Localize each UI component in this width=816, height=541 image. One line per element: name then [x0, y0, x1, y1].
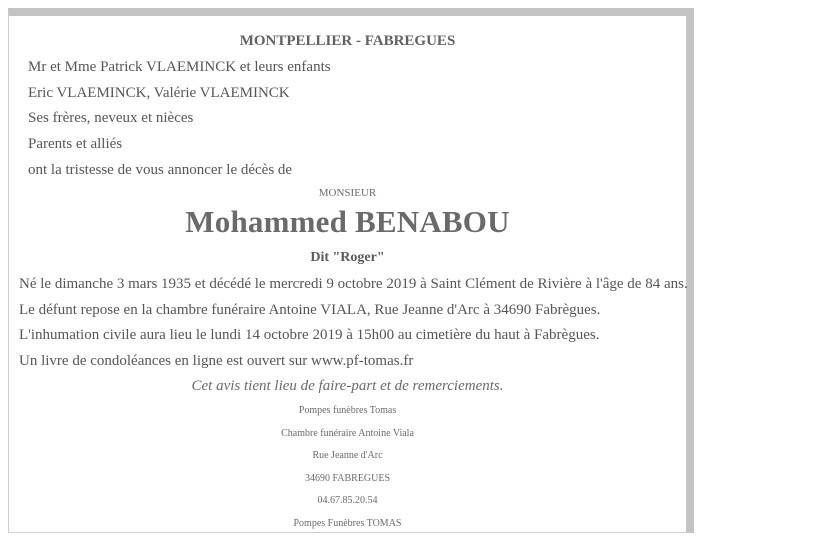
funeral-street: Rue Jeanne d'Arc	[312, 450, 383, 461]
family-line: Parents et alliés	[28, 136, 123, 152]
funeral-city: 34690 FABREGUES	[304, 473, 391, 484]
funeral-home-signature: Pompes Funèbres TOMAS	[293, 518, 402, 529]
obituary-notice	[8, 8, 694, 533]
burial-details: L'inhumation civile aura lieu le lundi 14 octobre 2019 à 15h00 au cimetière du haut à Fabrègues.	[19, 327, 600, 343]
rest-location-details: Le défunt repose en la chambre funéraire Antoine VIALA, Rue Jeanne d'Arc à 34690 Fabrègues.	[19, 302, 601, 318]
location-heading: MONTPELLIER - FABREGUES	[239, 33, 456, 49]
family-line: Ses frères, neveux et nièces	[28, 110, 194, 126]
deceased-title: MONSIEUR	[318, 187, 377, 199]
announcement-line: ont la tristesse de vous annoncer le décès de	[28, 162, 293, 178]
funeral-home-name: Pompes funèbres Tomas	[298, 405, 397, 416]
funeral-phone: 04.67.85.20.54	[317, 495, 378, 506]
family-line: Eric VLAEMINCK, Valérie VLAEMINCK	[28, 85, 290, 101]
deceased-nickname: Dit "Roger"	[310, 250, 385, 265]
birth-death-details: Né le dimanche 3 mars 1935 et décédé le mercredi 9 octobre 2019 à Saint Clément de Rivière à l'âge de 84 ans.	[19, 276, 688, 292]
condolence-book-details: Un livre de condoléances en ligne est ouvert sur www.pf-tomas.fr	[19, 353, 414, 369]
deceased-name: Mohammed BENABOU	[185, 204, 510, 239]
notice-tagline: Cet avis tient lieu de faire-part et de remerciements.	[191, 378, 504, 394]
family-line: Mr et Mme Patrick VLAEMINCK et leurs enfants	[28, 59, 331, 75]
funeral-chamber-name: Chambre funéraire Antoine Viala	[281, 428, 414, 439]
